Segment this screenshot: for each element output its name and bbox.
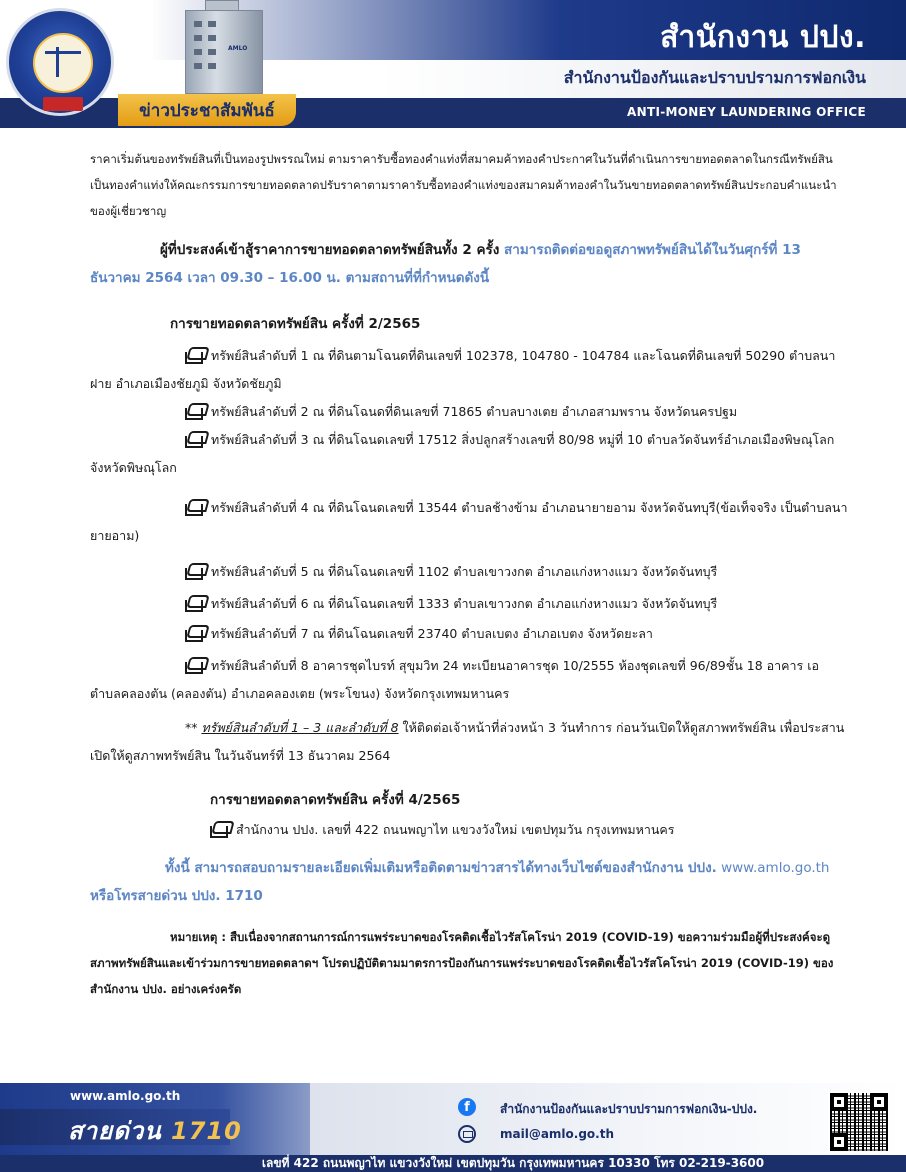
- facebook-page-link[interactable]: สำนักงานป้องกันและปราบปรามการฟอกเงิน-ปปง.: [500, 1102, 758, 1116]
- pointing-hand-icon: [185, 625, 207, 640]
- page-footer: [0, 1083, 906, 1172]
- note-text: ให้ติดต่อเจ้าหน้าที่ล่วงหน้า 3 วันทำการ ก่อนวันเปิดให้ดูสภาพทรัพย์สิน เพื่อประสานเปิดให้ดูสภาพทรัพย์สิน ในวันจันทร์ที่ 13 ธันวาคม 2564: [90, 720, 845, 763]
- list-item: ทรัพย์สินลำดับที่ 3 ณ ที่ดินโฉนดเลขที่ 17512 สิ่งปลูกสร้างเลขที่ 80/98 หมู่ที่ 10 ตำบลวัดจันทร์อำเภอเมืองพิษณุโลก จังหวัดพิษณุโลก: [90, 432, 835, 475]
- list-item: ทรัพย์สินลำดับที่ 5 ณ ที่ดินโฉนดเลขที่ 1102 ตำบลเขาวงกต อำเภอแก่งหางแมว จังหวัดจันทบุรี: [90, 558, 850, 586]
- list-item: ทรัพย์สินลำดับที่ 1 ณ ที่ดินตามโฉนดที่ดินเลขที่ 102378, 104780 - 104784 และโฉนดที่ดินเลขที่ 50290 ตำบลนาฝาย อำเภอเมืองชัยภูมิ จังหวัดชัยภูมิ: [90, 348, 836, 391]
- lead-text: ผู้ที่ประสงค์เข้าสู้ราคาการขายทอดตลาดทรัพย์สินทั้ง 2 ครั้ง: [160, 242, 500, 258]
- lead-contact-text: สามารถติดต่อขอดูสภาพทรัพย์สินได้ในวันศุกร์ที่ 13 ธันวาคม 2564 เวลา 09.30 – 16.00 น. ตามสถานที่ที่กำหนดดังนี้: [90, 242, 801, 286]
- hotline-number: 1710: [171, 1117, 242, 1145]
- list-item: ทรัพย์สินลำดับที่ 4 ณ ที่ดินโฉนดเลขที่ 13544 ตำบลช้างข้าม อำเภอนายายอาม จังหวัดจันทบุรี(ข้อเท็จจริง เป็นตำบลนายายอาม): [90, 500, 848, 543]
- amlo-seal-icon: [6, 8, 114, 116]
- list-item: ทรัพย์สินลำดับที่ 8 อาคารชุดไบรท์ สุขุมวิท 24 ทะเบียนอาคารชุด 10/2555 ห้องชุดเลขที่ 96/89ชั้น 18 อาคาร เอ ตำบลคลองตัน (คลองตัน) อำเภอคลองเตย (พระโขนง) จังหวัดกรุงเทพมหานคร: [90, 658, 820, 701]
- qr-code-icon: [828, 1091, 890, 1153]
- list-item: ทรัพย์สินลำดับที่ 2 ณ ที่ดินโฉนดที่ดินเลขที่ 71865 ตำบลบางเตย อำเภอสามพราน จังหวัดนครปฐม: [90, 398, 850, 426]
- website-link[interactable]: www.amlo.go.th: [721, 860, 830, 876]
- footer-website-link[interactable]: www.amlo.go.th: [70, 1089, 181, 1103]
- facebook-icon[interactable]: f: [458, 1098, 476, 1116]
- pointing-hand-icon: [185, 499, 207, 514]
- note-marker: **: [185, 720, 198, 735]
- email-icon[interactable]: [458, 1125, 476, 1143]
- news-tag: ข่าวประชาสัมพันธ์: [139, 101, 275, 121]
- section1-note: [90, 714, 850, 770]
- footer-address: เลขที่ 422 ถนนพญาไท แขวงวังใหม่ เขตปทุมวัน กรุงเทพมหานคร 10330 โทร 02-219-3600: [261, 1156, 765, 1170]
- intro-paragraph: ราคาเริ่มต้นของทรัพย์สินที่เป็นทองรูปพรรณใหม่ ตามราคารับซื้อทองคำแท่งที่สมาคมค้าทองคำประกาศในวันที่ดำเนินการขายทอดตลาดในกรณีทรัพย์สินเป็นทองคำแท่งให้คณะกรรมการขายทอดตลาดปรับราคาตามราคารับซื้อทองคำแท่งของสมาคมค้าทองคำในวันขายทอดตลาดทรัพย์สินประกอบคำแนะนำของผู้เชี่ยวชาญ: [90, 152, 837, 218]
- list-item: ทรัพย์สินลำดับที่ 6 ณ ที่ดินโฉนดเลขที่ 1333 ตำบลเขาวงกต อำเภอแก่งหางแมว จังหวัดจันทบุรี: [90, 590, 850, 618]
- footer-right-band: [310, 1083, 906, 1155]
- closing-paragraph: [90, 854, 850, 910]
- pointing-hand-icon: [185, 347, 207, 362]
- list-item: ทรัพย์สินลำดับที่ 7 ณ ที่ดินโฉนดเลขที่ 23740 ตำบลเบตง อำเภอเบตง จังหวัดยะลา: [90, 620, 850, 648]
- note-emphasis: ทรัพย์สินลำดับที่ 1 – 3 และลำดับที่ 8: [201, 720, 399, 735]
- section1-heading: การขายทอดตลาดทรัพย์สิน ครั้งที่ 2/2565: [170, 316, 421, 332]
- pointing-hand-icon: [185, 403, 207, 418]
- pointing-hand-icon: [185, 595, 207, 610]
- section2-heading: การขายทอดตลาดทรัพย์สิน ครั้งที่ 4/2565: [210, 792, 461, 808]
- hotline-text: หรือโทรสายด่วน ปปง. 1710: [90, 888, 263, 904]
- closing-text: ทั้งนี้ สามารถสอบถามรายละเอียดเพิ่มเติมหรือติดตามข่าวสารได้ทางเว็บไซต์ของสำนักงาน ปปง.: [165, 860, 717, 876]
- building-image: [185, 10, 263, 94]
- pointing-hand-icon: [185, 431, 207, 446]
- hotline-label: สายด่วน: [68, 1117, 162, 1145]
- org-subtitle: สำนักงานป้องกันและปราบปรามการฟอกเงิน: [563, 68, 866, 87]
- hotline: [68, 1111, 242, 1150]
- list-item: สำนักงาน ปปง. เลขที่ 422 ถนนพญาไท แขวงวังใหม่ เขตปทุมวัน กรุงเทพมหานคร: [90, 816, 850, 844]
- org-english-name: ANTI-MONEY LAUNDERING OFFICE: [627, 105, 866, 119]
- lead-paragraph: [90, 236, 850, 292]
- remark-paragraph: หมายเหตุ : สืบเนื่องจากสถานการณ์การแพร่ระบาดของโรคติดเชื้อไวรัสโคโรน่า 2019 (COVID-19) ขอความร่วมมือผู้ที่ประสงค์จะดูสภาพทรัพย์สินและเข้าร่วมการขายทอดตลาดฯ โปรดปฏิบัติตามมาตรการป้องกันการแพร่ระบาดของโรคติดเชื้อไวรัสโคโรน่า 2019 (COVID-19) ของสำนักงาน ปปง. อย่างเคร่งครัด: [90, 930, 834, 996]
- pointing-hand-icon: [185, 657, 207, 672]
- pointing-hand-icon: [210, 821, 232, 836]
- pointing-hand-icon: [185, 563, 207, 578]
- email-link[interactable]: mail@amlo.go.th: [500, 1127, 615, 1141]
- org-title: สำนักงาน ปปง.: [660, 20, 866, 55]
- page-header: [0, 0, 906, 128]
- building-label: AMLO: [228, 45, 248, 52]
